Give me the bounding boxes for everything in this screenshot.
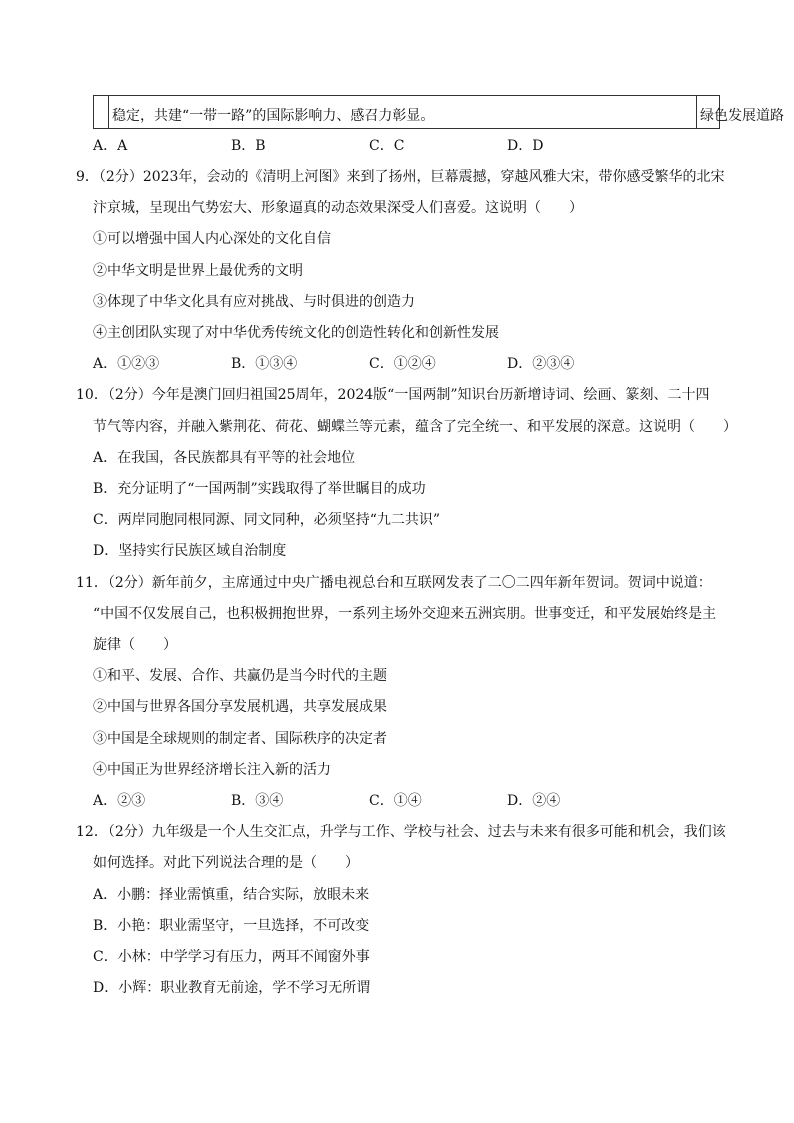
q8-option-d[interactable]: D．D <box>507 138 544 154</box>
q9-option-b[interactable]: B．①③④ <box>231 356 298 372</box>
q12-option-b[interactable]: B．小艳：职业需坚守，一旦选择，不可改变 <box>93 918 370 934</box>
q10-option-d[interactable]: D．坚持实行民族区域自治制度 <box>93 543 287 559</box>
q10-option-b[interactable]: B．充分证明了“一国两制”实践取得了举世瞩目的成功 <box>93 481 426 497</box>
q11-option-c[interactable]: C．①④ <box>369 793 422 809</box>
q9-statement-4: ④主创团队实现了对中华优秀传统文化的创造性转化和创新性发展 <box>93 325 499 341</box>
q9-option-c[interactable]: C．①②④ <box>369 356 436 372</box>
q12-option-d[interactable]: D．小辉：职业教育无前途，学不学习无所谓 <box>93 980 371 996</box>
q11-stem-line2: “中国不仅发展自己，也积极拥抱世界，一系列主场外交迎来五洲宾朋。世事变迁，和平发展始终是主 <box>93 606 717 622</box>
q10-option-c[interactable]: C．两岸同胞同根同源、同文同种，必须坚持“九二共识” <box>93 512 441 528</box>
q11-stem-line3: 旋律（ ） <box>93 637 177 653</box>
q12-stem-line1: 12．（2分）九年级是一个人生交汇点，升学与工作、学校与社会、过去与未来有很多可能和机会，我们该 <box>76 824 726 840</box>
q11-statement-2: ②中国与世界各国分享发展机遇，共享发展成果 <box>93 699 387 715</box>
q11-option-d[interactable]: D．②④ <box>507 793 561 809</box>
q9-options <box>93 355 693 373</box>
q11-option-b[interactable]: B．③④ <box>231 793 284 809</box>
q11-option-a[interactable]: A．②③ <box>93 793 146 809</box>
q9-statement-3: ③体现了中华文化具有应对挑战、与时俱进的创造力 <box>93 294 415 310</box>
q8-option-c[interactable]: C．C <box>369 138 405 154</box>
q10-option-a[interactable]: A．在我国，各民族都具有平等的社会地位 <box>93 450 356 466</box>
q12-option-c[interactable]: C．小林：中学学习有压力，两耳不闻窗外事 <box>93 949 370 965</box>
q11-options <box>93 792 693 810</box>
q11-statement-3: ③中国是全球规则的制定者、国际秩序的决定者 <box>93 731 387 747</box>
q9-option-d[interactable]: D．②③④ <box>507 356 575 372</box>
q11-stem-line1: 11．（2分）新年前夕，主席通过中央广播电视总台和互联网发表了二〇二四年新年贺词。贺词中说道： <box>76 575 712 591</box>
q11-statement-4: ④中国正为世界经济增长注入新的活力 <box>93 762 331 778</box>
table-cell-main: 稳定，共建“一带一路”的国际影响力、感召力彰显。 <box>109 96 697 128</box>
q11-statement-1: ①和平、发展、合作、共赢仍是当今时代的主题 <box>93 668 387 684</box>
q12-stem-line2: 如何选择。对此下列说法合理的是（ ） <box>93 855 359 871</box>
table-cell-left <box>94 96 109 128</box>
q9-stem-line2: 汴京城，呈现出气势宏大、形象逼真的动态效果深受人们喜爱。这说明（ ） <box>93 200 583 216</box>
q9-statement-1: ①可以增强中国人内心深处的文化自信 <box>93 231 331 247</box>
q10-stem-line1: 10．（2分）今年是澳门回归祖国25周年，2024版“一国两制”知识台历新增诗词、绘画、篆刻、二十四 <box>76 387 710 403</box>
table-cell-right: 绿色发展道路 <box>700 108 784 124</box>
q10-stem-line2: 节气等内容，并融入紫荆花、荷花、蝴蝶兰等元素，蕴含了完全统一、和平发展的深意。这说明（ ） <box>93 419 737 435</box>
answer-table-row <box>93 95 784 129</box>
q8-options <box>93 137 693 155</box>
q9-option-a[interactable]: A．①②③ <box>93 356 160 372</box>
q9-statement-2: ②中华文明是世界上最优秀的文明 <box>93 263 303 279</box>
q8-option-a[interactable]: A．A <box>93 138 128 154</box>
q8-option-b[interactable]: B．B <box>231 138 266 154</box>
q9-stem-line1: 9．（2分）2023年，会动的《清明上河图》来到了扬州，巨幕震撼，穿越风雅大宋，带你感受繁华的北宋 <box>76 169 725 185</box>
q12-option-a[interactable]: A．小鹏：择业需慎重，结合实际，放眼未来 <box>93 887 370 903</box>
